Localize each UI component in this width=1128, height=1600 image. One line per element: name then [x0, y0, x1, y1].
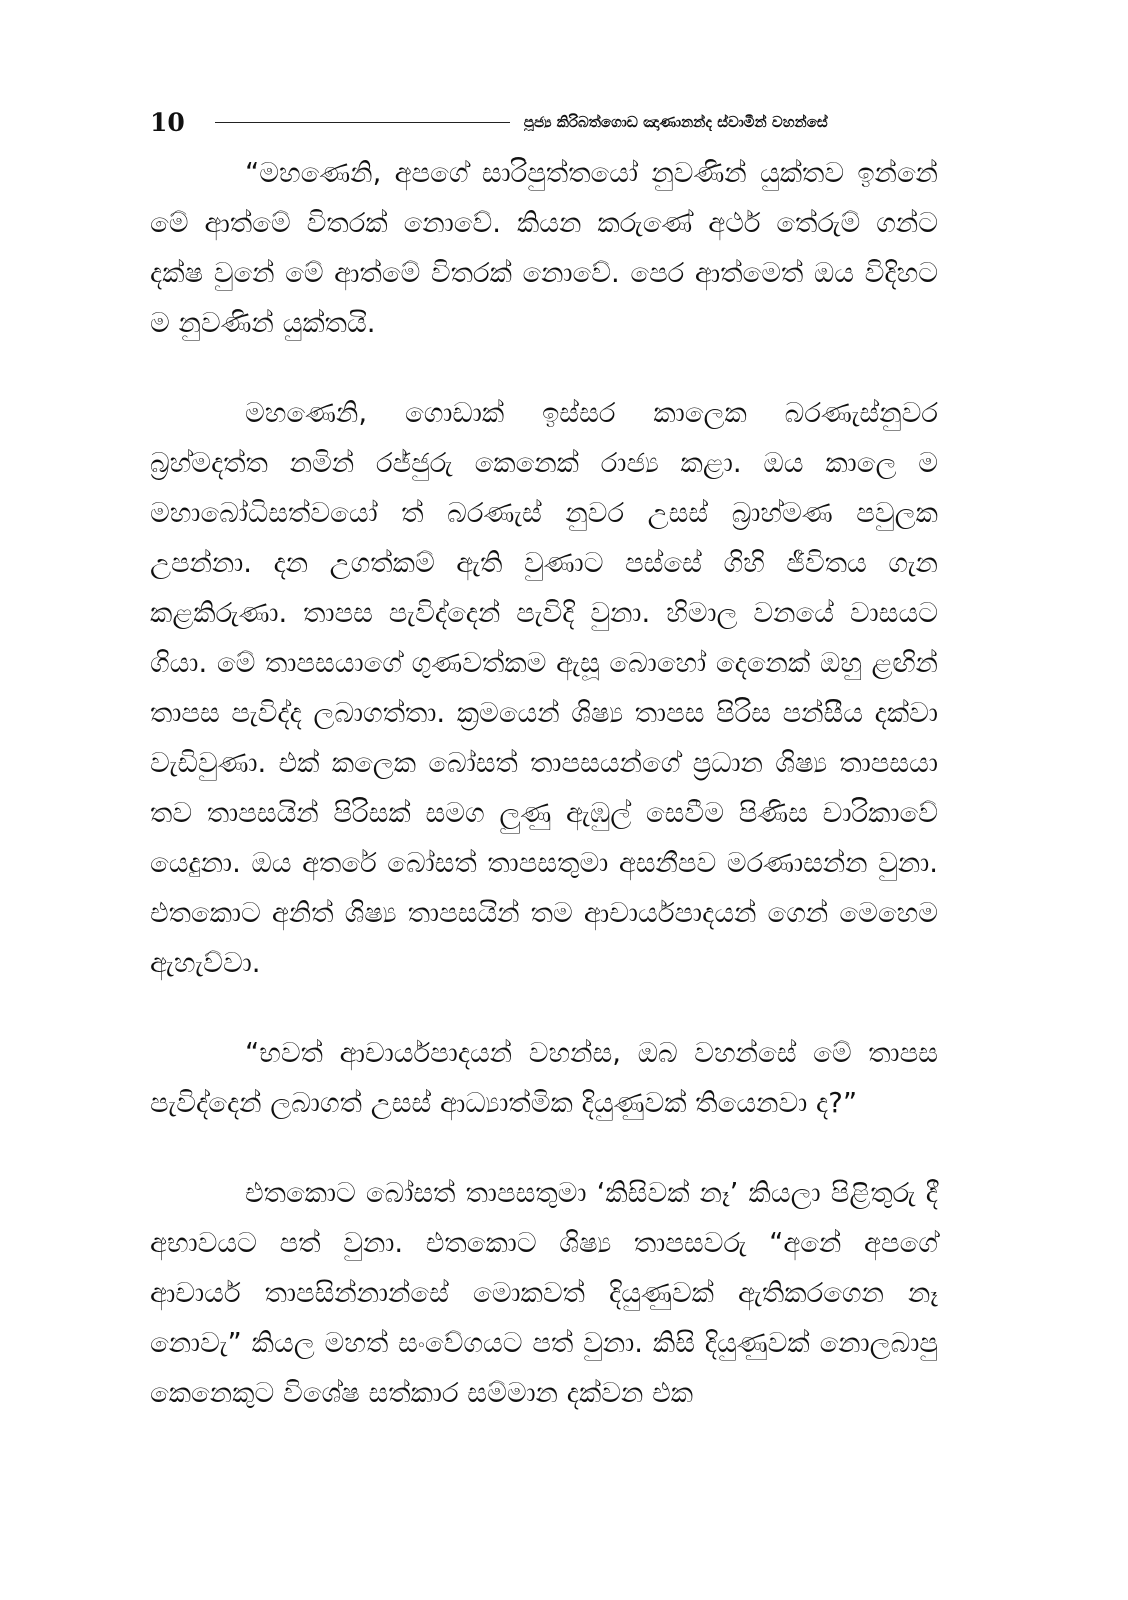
body-text	[150, 148, 938, 1458]
paragraph-2: මහණෙනි, ගොඩාක් ඉස්සර කාලෙක බරණැස්නුවර බ්‍රහ්මදත්ත නමින් රජ්ජුරු කෙනෙක් රාජ්‍ය කළා. ඔය කාලෙ ම මහාබෝධිසත්වයෝ ත් බරණැස් නුවර උසස් බ්‍රාහ්මණ පවුලක උපන්නා. දන උගත්කම් ඇති වුණාට පස්සේ ගිහි ජීවිතය ගැන කළකිරුණා. තාපස පැවිද්දෙන් පැවිදි වුනා. හිමාල වනයේ වාසයට ගියා. මේ තාපසයාගේ ගුණවත්කම ඇසූ බොහෝ දෙනෙක් ඔහු ළඟින් තාපස පැවිද්ද ලබාගත්තා. ක්‍රමයෙන් ශිෂ්‍ය තාපස පිරිස පන්සීය දක්වා වැඩිවුණා. එක් කලෙක බෝසත් තාපසයන්ගේ ප්‍රධාන ශිෂ්‍ය තාපසයා තව තාපසයින් පිරිසක් සමග ලුණු ඇඹුල් සෙවීම පිණිස චාරිකාවේ යෙදුනා. ඔය අතරේ බෝසත් තාපසතුමා අසනීපව මරණාසන්න වුනා. එතකොට අනිත් ශිෂ්‍ය තාපසයින් තම ආචාර්යපාදයන් ගෙන් මෙහෙම ඇහැව්වා.	[150, 397, 938, 979]
running-header	[150, 102, 938, 142]
paragraph-4: එතකොට බෝසත් තාපසතුමා ‘කිසිවක් නෑ’ කියලා පිළිතුරු දී අභාවයට පත් වුනා. එතකොට ශිෂ්‍ය තාපසවරු “අනේ අපගේ ආචාර්ය තාපසින්නාන්සේ මොකවත් දියුණුවක් ඇතිකරගෙන නෑ නොවැ” කියල මහත් සංවේගයට පත් වුනා. කිසි දියුණුවක් නොලබාපු කෙනෙකුට විශේෂ සත්කාර සම්මාන දක්වන එක	[150, 1177, 938, 1409]
page-number: 10	[150, 107, 185, 137]
paragraph-1: “මහණෙනි, අපගේ සාරිපුත්තයෝ නුවණින් යුක්තව ඉන්නේ මේ ආත්මේ විතරක් නොවේ. කියන කරුණේ අර්ථ තේරුම් ගන්ට දක්ෂ වුනේ මේ ආත්මේ විතරක් නොවේ. පෙර ආත්මෙත් ඔය විදිහට ම නුවණින් යුක්තයි.	[150, 157, 938, 339]
running-title: පූජ්‍ය කිරිබත්ගොඩ ඤාණානන්ද ස්වාමීන් වහන්සේ	[523, 113, 828, 131]
header-rule	[215, 122, 510, 123]
paragraph-3: “භවත් ආචාර්යපාදයන් වහන්ස, ඔබ වහන්සේ මේ තාපස පැවිද්දෙන් ලබාගත් උසස් ආධ්‍යාත්මික දියුණුවක් තියෙනවා ද?”	[150, 1037, 938, 1119]
